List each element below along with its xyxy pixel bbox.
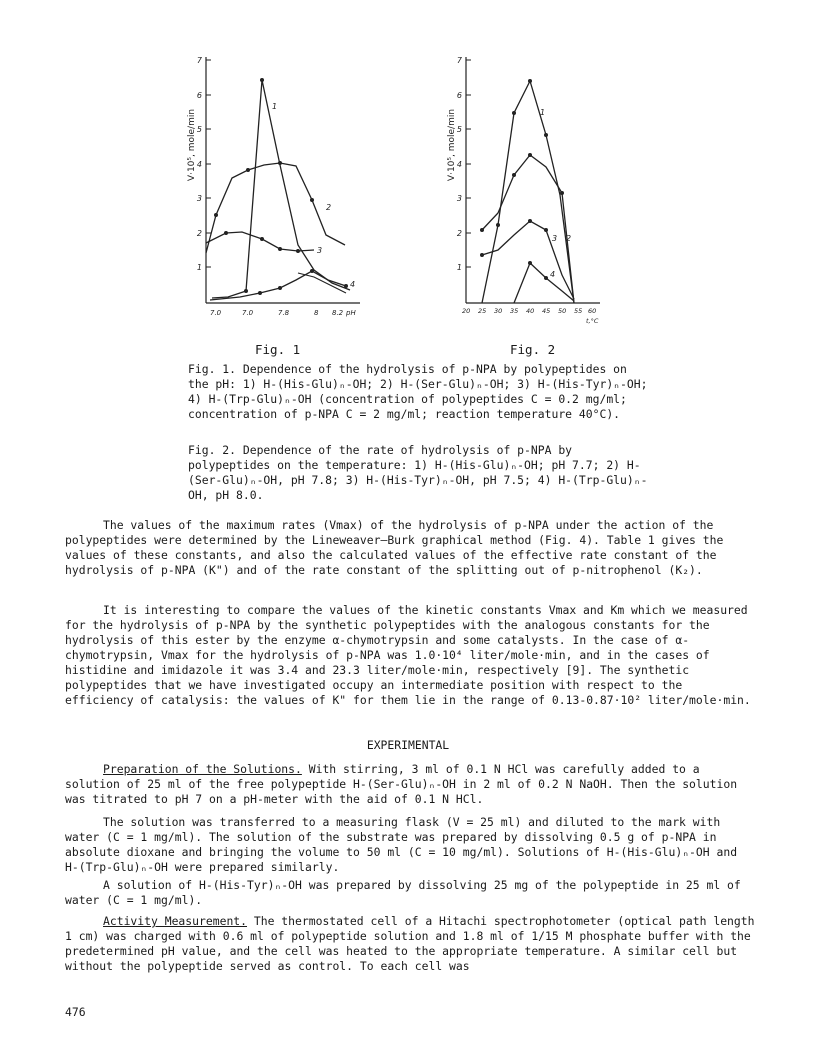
- fig2-ytick-4: 4: [456, 160, 462, 169]
- fig1-ytick-7: 7: [196, 56, 202, 65]
- fig1-ytick-5: 5: [196, 125, 202, 134]
- preparation-title: Preparation of the Solutions.: [103, 762, 302, 776]
- fig1-ytick-6: 6: [196, 91, 202, 100]
- fig1-ytick-1: 1: [196, 263, 202, 272]
- page-number: 476: [65, 1005, 86, 1019]
- fig1-xunit: pH: [346, 309, 356, 317]
- fig2-ytick-1: 1: [456, 263, 462, 272]
- fig1-curve-label-1: 1: [272, 102, 278, 111]
- fig2-xtick-25: 25: [478, 307, 487, 315]
- section-heading-experimental: EXPERIMENTAL: [366, 738, 450, 752]
- fig2-ytick-3: 3: [456, 194, 462, 203]
- paragraph-activity: [65, 914, 755, 974]
- fig2-ytick-2: 2: [456, 229, 462, 238]
- fig2-ytick-7: 7: [456, 56, 462, 65]
- figure-2-plot: [440, 45, 615, 330]
- fig1-xtick-1: 7.0: [210, 309, 222, 317]
- fig2-ylabel: V·10⁵, mole/min: [447, 108, 457, 182]
- figure-2-label: Fig. 2: [510, 342, 556, 357]
- fig2-xtick-55: 55: [574, 307, 583, 315]
- fig2-xtick-40: 40: [526, 307, 535, 315]
- fig2-curve-label-2: 2: [566, 234, 572, 243]
- fig1-curve-label-3: 3: [317, 246, 323, 255]
- paragraph-preparation: [65, 762, 755, 807]
- fig2-curve-label-3: 3: [552, 234, 558, 243]
- fig2-xtick-50: 50: [558, 307, 567, 315]
- figure-1-caption: Fig. 1. Dependence of the hydrolysis of p-NPA by polypeptides on the pH: 1) H-(His-Glu)ₙ-OH; 2) H-(Ser-Glu)ₙ-OH; 3) H-(His-Tyr)ₙ-OH; 4) H-(Trp-Glu)ₙ-OH (concentration of polypeptides C = 0.2 mg/ml; concentration of p-NPA C = 2 mg/ml; reaction temperature 40°C).: [188, 362, 648, 421]
- activity-title: Activity Measurement.: [103, 914, 248, 928]
- fig2-xtick-60: 60: [588, 307, 597, 315]
- figure-2: [440, 45, 615, 330]
- figure-1-plot: [180, 45, 375, 330]
- fig2-xtick-45: 45: [542, 307, 551, 315]
- figure-2-caption: Fig. 2. Dependence of the rate of hydrolysis of p-NPA by polypeptides on the temperature: 1) H-(His-Glu)ₙ-OH; pH 7.7; 2) H-(Ser-Glu)ₙ-OH, pH 7.8; 3) H-(His-Tyr)ₙ-OH, pH 7.5; 4) H-(Trp-Glu)ₙ-OH, pH 8.0.: [188, 443, 648, 502]
- fig2-curve-label-4: 4: [550, 270, 556, 279]
- fig1-curve-label-4: 4: [350, 280, 356, 289]
- fig1-ytick-3: 3: [196, 194, 202, 203]
- fig1-xtick-3: 7.8: [278, 309, 290, 317]
- fig2-xunit: t,°C: [586, 317, 599, 325]
- activity-text: The thermostated cell of a Hitachi spectrophotometer (optical path length 1 cm) was charged with 0.6 ml of polypeptide solution and 1.8 ml of 1/15 M phosphate buffer with the predetermined pH value, and the cell was heated to the appropriate temperature. A similar cell but without the polypeptide served as control. To each cell was: [65, 914, 755, 973]
- figure-1: [180, 45, 375, 330]
- fig2-xtick-30: 30: [494, 307, 503, 315]
- fig1-ytick-4: 4: [196, 160, 202, 169]
- fig2-curve-label-1: 1: [540, 108, 546, 117]
- fig1-xtick-5: 8.2: [332, 309, 344, 317]
- fig2-ytick-5: 5: [456, 125, 462, 134]
- fig1-ylabel: V·10⁵, mole/min: [187, 108, 197, 182]
- figure-1-label: Fig. 1: [255, 342, 301, 357]
- paragraph-solution: The solution was transferred to a measuring flask (V = 25 ml) and diluted to the mark with water (C = 1 mg/ml). The solution of the substrate was prepared by dissolving 0.5 g of p-NPA in absolute dioxane and bringing the volume to 50 ml (C = 10 mg/ml). Solutions of H-(His-Glu)ₙ-OH and H-(Trp-Glu)ₙ-OH were prepared similarly.: [65, 815, 738, 874]
- fig2-xtick-20: 20: [462, 307, 471, 315]
- fig1-xtick-4: 8: [314, 309, 319, 317]
- fig2-ytick-6: 6: [456, 91, 462, 100]
- fig1-curve-label-2: 2: [326, 203, 332, 212]
- paragraph-vmax: The values of the maximum rates (Vmax) of the hydrolysis of p-NPA under the action of the polypeptides were determined by the Lineweaver–Burk graphical method (Fig. 4). Table 1 gives the values of these constants, and also the calculated values of the effective rate constant of the hydrolysis of p-NPA (K") and of the rate constant of the splitting out of p-nitrophenol (K₂).: [65, 518, 724, 577]
- fig2-xtick-35: 35: [510, 307, 519, 315]
- fig1-ytick-2: 2: [196, 229, 202, 238]
- fig1-xtick-2: 7.0: [242, 309, 254, 317]
- paragraph-comparison: It is interesting to compare the values of the kinetic constants Vmax and Km which we measured for the hydrolysis of p-NPA by the synthetic polypeptides with the analogous constants for the hydrolysis of this ester by the enzyme α-chymotrypsin and some catalysts. In the case of α-chymotrypsin, Vmax for the hydrolysis of p-NPA was 1.0·10⁴ liter/mole·min, and in the cases of histidine and imidazole it was 3.4 and 23.3 liter/mole·min, respectively [9]. The synthetic polypeptides that we have investigated occupy an intermediate position with respect to the efficiency of catalysis: the values of K" for them lie in the range of 0.13-0.87·10² liter/mole·min.: [65, 603, 751, 707]
- paragraph-his-tyr: A solution of H-(His-Tyr)ₙ-OH was prepared by dissolving 25 mg of the polypeptide in 25 ml of water (C = 1 mg/ml).: [65, 878, 741, 907]
- preparation-text: With stirring, 3 ml of 0.1 N HCl was carefully added to a solution of 25 ml of the free polypeptide H-(Ser-Glu)ₙ-OH in 2 ml of 0.2 N NaOH. Then the solution was titrated to pH 7 on a pH-meter with the aid of 0.1 N HCl.: [65, 762, 738, 806]
